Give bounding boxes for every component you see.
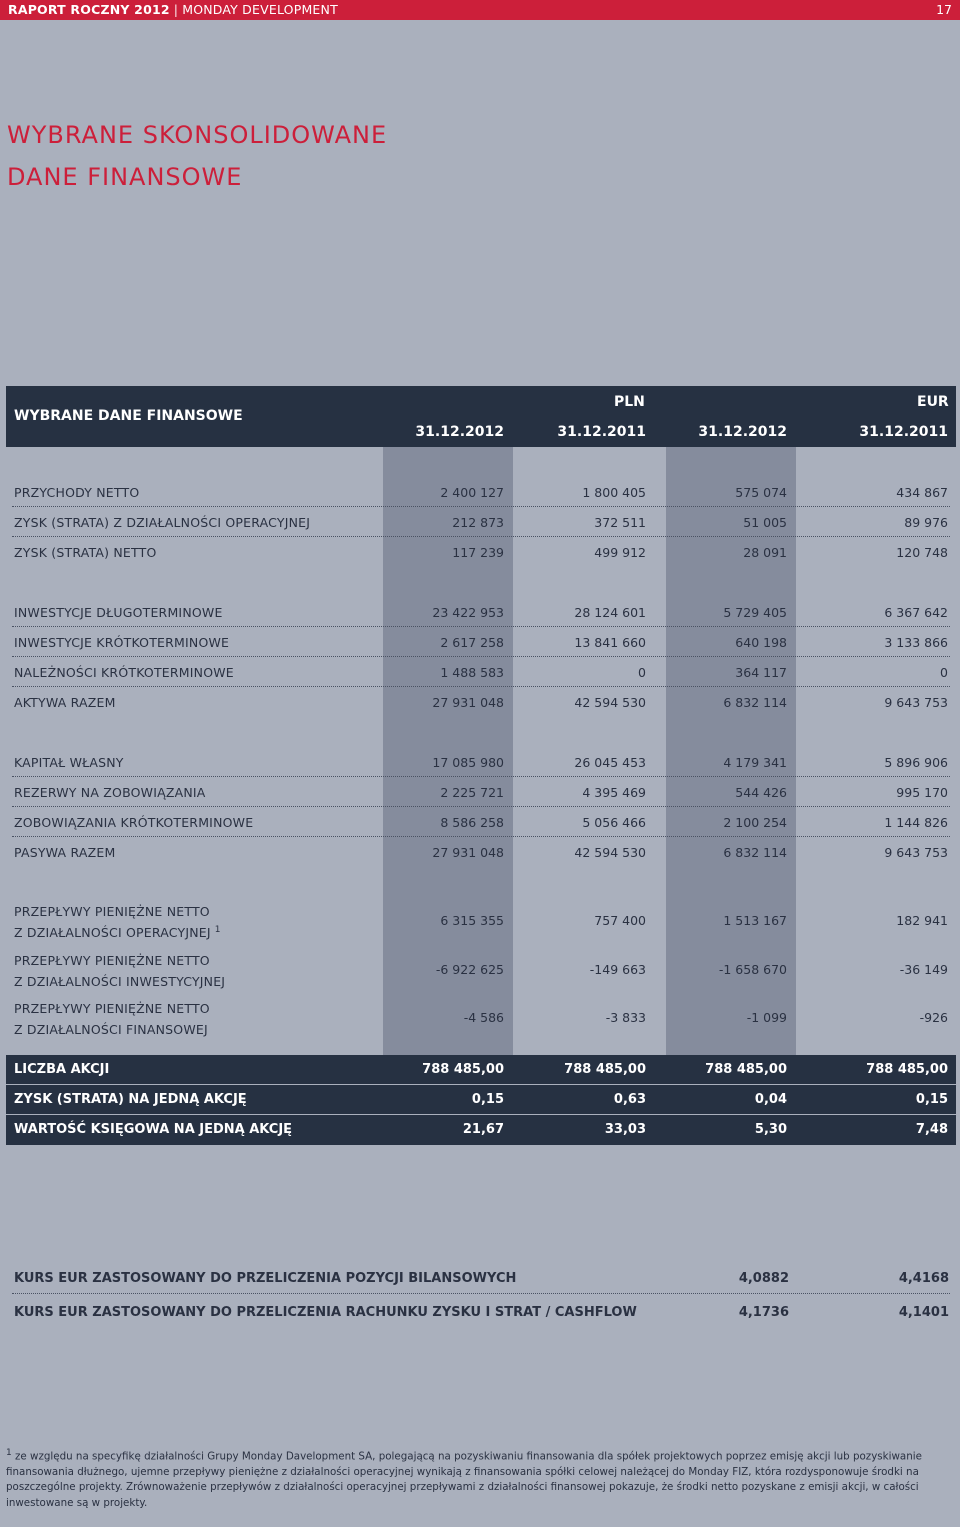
cell-value: 544 426 — [735, 785, 787, 800]
cell-value: 6 832 114 — [723, 845, 787, 860]
table-row — [6, 657, 956, 687]
cell-value: 0 — [940, 665, 948, 680]
cell-value: 0,15 — [471, 1092, 504, 1107]
cell-value: 0 — [638, 665, 646, 680]
row-label: NALEŻNOŚCI KRÓTKOTERMINOWE — [14, 665, 234, 680]
table-row-cashflow — [6, 947, 956, 995]
cell-value: 2 225 721 — [440, 785, 504, 800]
cell-value: 5,30 — [754, 1122, 787, 1137]
cell-value: 757 400 — [594, 913, 646, 928]
cell-value: 120 748 — [896, 545, 948, 560]
cell-value: 89 976 — [904, 515, 948, 530]
currency-eur: EUR — [917, 394, 949, 410]
cell-value: 117 239 — [452, 545, 504, 560]
cell-value: 4 395 469 — [582, 785, 646, 800]
cell-value: 6 367 642 — [884, 605, 948, 620]
row-label: INWESTYCJE KRÓTKOTERMINOWE — [14, 635, 230, 650]
exchange-rate-row — [6, 1298, 956, 1328]
table-row — [6, 747, 956, 777]
date-header-1: 31.12.2012 — [415, 424, 504, 440]
cell-value: 2 617 258 — [440, 635, 504, 650]
rate-value: 4,4168 — [898, 1271, 949, 1286]
row-label-line-2-text: Z DZIAŁALNOŚCI OPERACYJNEJ — [14, 925, 211, 941]
row-label: ZYSK (STRATA) NA JEDNĄ AKCJĘ — [14, 1092, 247, 1107]
table-row-cashflow — [6, 995, 956, 1043]
table-row — [6, 807, 956, 837]
rate-label: KURS EUR ZASTOSOWANY DO PRZELICZENIA RACHUNKU ZYSKU I STRAT / CASHFLOW — [14, 1305, 637, 1320]
row-label — [14, 999, 212, 1039]
table-row — [6, 477, 956, 507]
page-number: 17 — [936, 2, 952, 17]
row-label-line-2 — [14, 921, 221, 942]
cell-value: 5 896 906 — [884, 755, 948, 770]
cell-value: 2 400 127 — [440, 485, 504, 500]
summary-row — [6, 1115, 956, 1145]
row-label-line-1: PRZEPŁYWY PIENIĘŻNE NETTO — [14, 953, 210, 968]
table-row — [6, 597, 956, 627]
row-divider — [6, 1114, 956, 1115]
cell-value: 0,04 — [754, 1092, 787, 1107]
cell-value: 4 179 341 — [723, 755, 787, 770]
table-row — [6, 777, 956, 807]
cell-value: 5 729 405 — [723, 605, 787, 620]
cell-value: 1 800 405 — [582, 485, 646, 500]
row-label: INWESTYCJE DŁUGOTERMINOWE — [14, 605, 223, 620]
cell-value: -4 586 — [463, 1010, 504, 1025]
cell-value: 7,48 — [915, 1122, 948, 1137]
cell-value: -6 922 625 — [435, 962, 504, 977]
report-title — [8, 0, 338, 20]
rate-value: 4,0882 — [738, 1271, 789, 1286]
cell-value: 1 513 167 — [723, 913, 787, 928]
cell-value: 788 485,00 — [422, 1062, 504, 1077]
currency-pln: PLN — [614, 394, 645, 410]
cell-value: 2 100 254 — [723, 815, 787, 830]
rate-value: 4,1736 — [738, 1305, 789, 1320]
page-header-bar — [0, 0, 960, 20]
cell-value: -926 — [919, 1010, 948, 1025]
cell-value: 3 133 866 — [884, 635, 948, 650]
table-header — [6, 386, 956, 447]
cell-value: 9 643 753 — [884, 695, 948, 710]
row-label: PASYWA RAZEM — [14, 845, 116, 860]
cell-value: 27 931 048 — [432, 695, 504, 710]
table-row — [6, 627, 956, 657]
cell-value: 499 912 — [594, 545, 646, 560]
row-label-line-2 — [14, 970, 229, 991]
report-name: RAPORT ROCZNY 2012 — [8, 2, 170, 17]
footnote-text: ze względu na specyfikę działalności Grupy Monday Davelopment SA, polegającą na pozyskiwaniu finansowania dla spółek projektowych poprzez emisję akcji lub pozyskiwanie finansowania dłużnego, ujemne przepływy pieniężne z działalności operacyjnej wynikają z finansowania spółki celowej należącej do Monday FIZ, która rozdysponowuje środki na poszczególne projekty. Zrównoważenie przepływów z działalności operacyjnej przepływami z działalności finansowej pokazuje, że środki netto pozyskane z emisji akcji, w całości inwestowane są w projekty. — [6, 1450, 922, 1509]
row-label: PRZYCHODY NETTO — [14, 485, 140, 500]
row-label: LICZBA AKCJI — [14, 1062, 110, 1077]
cell-value: 0,63 — [613, 1092, 646, 1107]
row-label: KAPITAŁ WŁASNY — [14, 755, 124, 770]
row-label: ZYSK (STRATA) Z DZIAŁALNOŚCI OPERACYJNEJ — [14, 515, 311, 530]
cell-value: 640 198 — [735, 635, 787, 650]
row-label-line-2 — [14, 1018, 212, 1039]
footnote-mark: 1 — [6, 1448, 12, 1458]
row-label-line-2-text: Z DZIAŁALNOŚCI INWESTYCYJNEJ — [14, 974, 226, 990]
rate-label: KURS EUR ZASTOSOWANY DO PRZELICZENIA POZYCJI BILANSOWYCH — [14, 1271, 517, 1286]
cell-value: 372 511 — [594, 515, 646, 530]
cell-value: -1 099 — [746, 1010, 787, 1025]
cell-value: 23 422 953 — [432, 605, 504, 620]
table-row — [6, 687, 956, 717]
row-label: ZOBOWIĄZANIA KRÓTKOTERMINOWE — [14, 815, 254, 830]
cell-value: 42 594 530 — [574, 695, 646, 710]
cell-value: 17 085 980 — [432, 755, 504, 770]
cell-value: 788 485,00 — [705, 1062, 787, 1077]
summary-row — [6, 1085, 956, 1115]
cell-value: -1 658 670 — [718, 962, 787, 977]
table-row-cashflow — [6, 898, 956, 946]
cell-value: 28 091 — [743, 545, 787, 560]
rate-value: 4,1401 — [898, 1305, 949, 1320]
footnote — [6, 1446, 956, 1511]
row-label-line-1: PRZEPŁYWY PIENIĘŻNE NETTO — [14, 1001, 210, 1016]
cell-value: 434 867 — [896, 485, 948, 500]
row-label: ZYSK (STRATA) NETTO — [14, 545, 157, 560]
cell-value: 0,15 — [915, 1092, 948, 1107]
cell-value: 51 005 — [743, 515, 787, 530]
section-title-line-1: WYBRANE SKONSOLIDOWANE — [7, 121, 388, 149]
cell-value: 28 124 601 — [574, 605, 646, 620]
row-label: WARTOŚĆ KSIĘGOWA NA JEDNĄ AKCJĘ — [14, 1122, 293, 1137]
row-label — [14, 902, 221, 942]
cell-value: 182 941 — [896, 913, 948, 928]
cell-value: -149 663 — [589, 962, 646, 977]
row-label-line-2-text: Z DZIAŁALNOŚCI FINANSOWEJ — [14, 1022, 208, 1038]
table-row — [6, 507, 956, 537]
cell-value: 21,67 — [462, 1122, 504, 1137]
cell-value: 5 056 466 — [582, 815, 646, 830]
section-title — [7, 114, 387, 198]
row-label: AKTYWA RAZEM — [14, 695, 116, 710]
cell-value: 788 485,00 — [866, 1062, 948, 1077]
exchange-rate-row — [6, 1264, 956, 1294]
footnote-reference: 1 — [214, 925, 221, 935]
company-name: MONDAY DEVELOPMENT — [182, 2, 338, 17]
cell-value: 6 832 114 — [723, 695, 787, 710]
table-row — [6, 537, 956, 567]
row-divider — [6, 1084, 956, 1085]
cell-value: 13 841 660 — [574, 635, 646, 650]
cell-value: 27 931 048 — [432, 845, 504, 860]
row-label: REZERWY NA ZOBOWIĄZANIA — [14, 785, 206, 800]
date-header-2: 31.12.2011 — [557, 424, 646, 440]
cell-value: -36 149 — [899, 962, 948, 977]
header-separator: | — [173, 2, 179, 17]
cell-value: 9 643 753 — [884, 845, 948, 860]
row-label-line-1: PRZEPŁYWY PIENIĘŻNE NETTO — [14, 904, 210, 919]
section-title-line-2: DANE FINANSOWE — [7, 163, 243, 191]
cell-value: 575 074 — [735, 485, 787, 500]
cell-value: 6 315 355 — [440, 913, 504, 928]
table-caption: WYBRANE DANE FINANSOWE — [14, 408, 243, 424]
cell-value: 8 586 258 — [440, 815, 504, 830]
cell-value: 26 045 453 — [574, 755, 646, 770]
row-label — [14, 951, 229, 991]
cell-value: 1 144 826 — [884, 815, 948, 830]
cell-value: 788 485,00 — [564, 1062, 646, 1077]
table-row — [6, 837, 956, 867]
date-header-3: 31.12.2012 — [698, 424, 787, 440]
summary-row — [6, 1055, 956, 1085]
cell-value: 42 594 530 — [574, 845, 646, 860]
cell-value: 33,03 — [604, 1122, 646, 1137]
cell-value: 212 873 — [452, 515, 504, 530]
cell-value: 995 170 — [896, 785, 948, 800]
cell-value: -3 833 — [605, 1010, 646, 1025]
date-header-4: 31.12.2011 — [859, 424, 948, 440]
cell-value: 1 488 583 — [440, 665, 504, 680]
cell-value: 364 117 — [735, 665, 787, 680]
